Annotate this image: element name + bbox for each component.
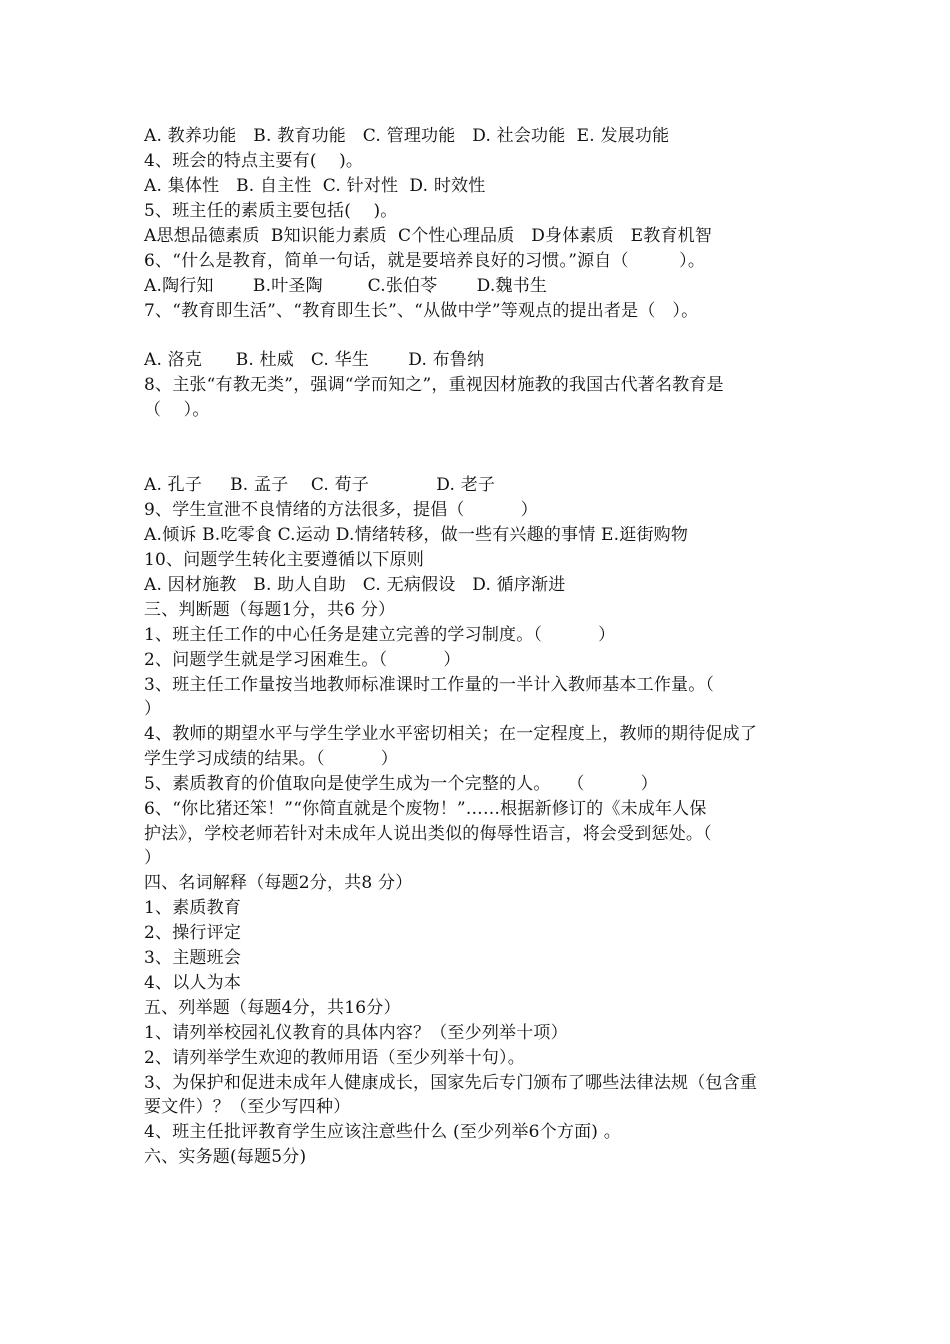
listing-3: 3、为保护和促进未成年人健康成长，国家先后专门颁布了哪些法律法规（包含重	[144, 1073, 758, 1093]
question-6: 6、“什么是教育，简单一句话，就是要培养良好的习惯。”源自（ ）。	[144, 251, 706, 271]
q9-options: A.倾诉 B.吃零食 C.运动 D.情绪转移，做一些有兴趣的事情 E.逛街购物	[144, 525, 689, 545]
judgement-4-cont: 学生学习成绩的结果。（ ）	[144, 749, 398, 769]
question-9: 9、学生宣泄不良情绪的方法很多，提倡（ ）	[144, 500, 538, 520]
listing-3-cont: 要文件）？（至少写四种）	[144, 1097, 351, 1117]
q8-options: A. 孔子 B. 孟子 C. 荀子 D. 老子	[144, 475, 496, 495]
section-judgement-heading: 三、判断题（每题1分，共6 分）	[144, 600, 396, 620]
q4-options: A. 集体性 B. 自主性 C. 针对性 D. 时效性	[144, 176, 486, 196]
term-4: 4、以人为本	[144, 973, 242, 993]
judgement-5: 5、素质教育的价值取向是使学生成为一个完整的人。 （ ）	[144, 774, 658, 794]
q5-options: A思想品德素质 B知识能力素质 C个性心理品质 D身体素质 E教育机智	[144, 226, 713, 246]
section-practice-heading: 六、实务题(每题5分)	[144, 1147, 307, 1167]
listing-2: 2、请列举学生欢迎的教师用语（至少列举十句）。	[144, 1048, 525, 1068]
term-3: 3、主题班会	[144, 948, 242, 968]
judgement-3: 3、班主任工作量按当地教师标准课时工作量的一半计入教师基本工作量。（	[144, 675, 715, 695]
judgement-6-close: ）	[144, 848, 162, 868]
question-7: 7、“教育即生活”、“教育即生长”、“从做中学”等观点的提出者是（ ）。	[144, 301, 699, 321]
section-listing-heading: 五、列举题（每题4分，共16分）	[144, 998, 401, 1018]
judgement-3-close: ）	[144, 699, 162, 719]
judgement-2: 2、问题学生就是学习困难生。（ ）	[144, 650, 461, 670]
q6-options: A.陶行知 B.叶圣陶 C.张伯苓 D.魏书生	[144, 276, 548, 296]
question-8-blank: （ ）。	[144, 400, 210, 420]
judgement-6: 6、“你比猪还笨！”“你简直就是个废物！”……根据新修订的《未成年人保	[144, 799, 707, 819]
judgement-1: 1、班主任工作的中心任务是建立完善的学习制度。（ ）	[144, 625, 616, 645]
term-1: 1、素质教育	[144, 898, 242, 918]
question-4: 4、班会的特点主要有( )。	[144, 151, 364, 171]
section-terms-heading: 四、名词解释（每题2分，共8 分）	[144, 873, 413, 893]
listing-1: 1、请列举校园礼仪教育的具体内容？（至少列举十项）	[144, 1023, 568, 1043]
question-10: 10、问题学生转化主要遵循以下原则	[144, 550, 425, 570]
q3-options: A. 教养功能 B. 教育功能 C. 管理功能 D. 社会功能 E. 发展功能	[144, 126, 670, 146]
judgement-6-cont: 护法》，学校老师若针对未成年人说出类似的侮辱性语言，将会受到惩处。（	[144, 824, 712, 844]
listing-4: 4、班主任批评教育学生应该注意些什么 (至少列举6个方面) 。	[144, 1122, 621, 1142]
judgement-4: 4、教师的期望水平与学生学业水平密切相关；在一定程度上，教师的期待促成了	[144, 724, 758, 744]
question-8: 8、主张“有教无类”，强调“学而知之”，重视因材施教的我国古代著名教育是	[144, 375, 724, 395]
question-5: 5、班主任的素质主要包括( )。	[144, 201, 398, 221]
q10-options: A. 因材施教 B. 助人自助 C. 无病假设 D. 循序渐进	[144, 575, 566, 595]
q7-options: A. 洛克 B. 杜威 C. 华生 D. 布鲁纳	[144, 350, 485, 370]
term-2: 2、操行评定	[144, 923, 242, 943]
